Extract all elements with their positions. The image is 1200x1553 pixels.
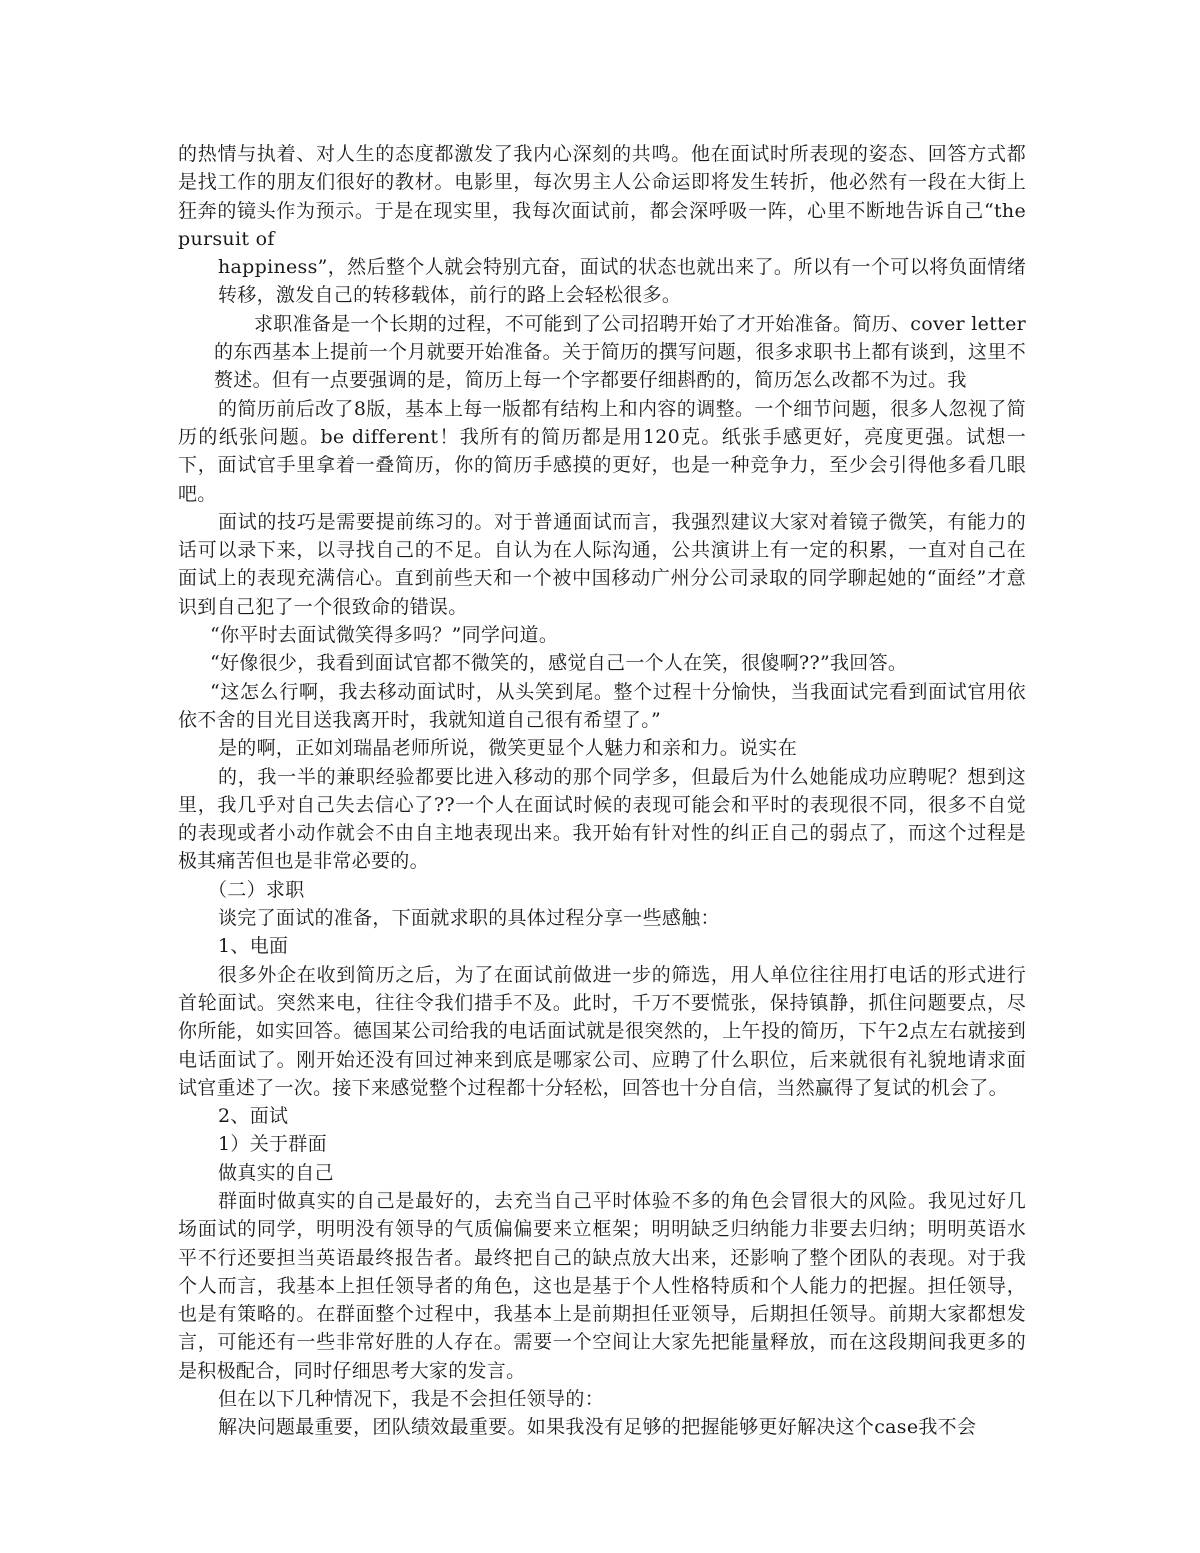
subsection-heading: 做真实的自己: [218, 1161, 334, 1184]
paragraph: 求职准备是一个长期的过程，不可能到了公司招聘开始了才开始准备。简历、cover letter的东西基本上提前一个月就要开始准备。关于简历的撰写问题，很多求职书上都有谈到，这里不赘述。但有一点要强调的是，简历上每一个字都要仔细斟酌的，简历怎么改都不为过。我: [214, 312, 1026, 392]
paragraph: 群面时做真实的自己是最好的，去充当自己平时体验不多的角色会冒很大的风险。我见过好几场面试的同学，明明没有领导的气质偏偏要来立框架；明明缺乏归纳能力非要去归纳；明明英语水平不行还要担当英语最终报告者。最终把自己的缺点放大出来，还影响了整个团队的表现。对于我个人而言，我基本上担任领导者的角色，这也是基于个人性格特质和个人能力的把握。担任领导，也是有策略的。在群面整个过程中，我基本上是前期担任亚领导，后期担任领导。前期大家都想发言，可能还有一些非常好胜的人存在。需要一个空间让大家先把能量释放，而在这段期间我更多的是积极配合，同时仔细思考大家的发言。: [178, 1189, 1026, 1382]
paragraph: happiness”，然后整个人就会特别亢奋，面试的状态也就出来了。所以有一个可以将负面情绪转移，激发自己的转移载体，前行的路上会轻松很多。: [218, 256, 1026, 307]
document-body: [178, 140, 1026, 1442]
paragraph: 的热情与执着、对人生的态度都激发了我内心深刻的共鸣。他在面试时所表现的姿态、回答方式都是找工作的朋友们很好的教材。电影里，每次男主人公命运即将发生转折，他必然有一段在大街上狂奔的镜头作为预示。于是在现实里，我每次面试前，都会深呼吸一阵，心里不断地告诉自己“the pursuit of: [178, 143, 1026, 250]
paragraph: 但在以下几种情况下，我是不会担任领导的：: [218, 1388, 605, 1411]
paragraph: “这怎么行啊，我去移动面试时，从头笑到尾。整个过程十分愉快，当我面试完看到面试官用依依不舍的目光目送我离开时，我就知道自己很有希望了。”: [178, 680, 1026, 731]
paragraph: 面试的技巧是需要提前练习的。对于普通面试而言，我强烈建议大家对着镜子微笑，有能力的话可以录下来，以寻找自己的不足。自认为在人际沟通，公共演讲上有一定的积累，一直对自己在面试上的表现充满信心。直到前些天和一个被中国移动广州分公司录取的同学聊起她的“面经”才意识到自己犯了一个很致命的错误。: [178, 510, 1026, 618]
paragraph: 的简历前后改了8版，基本上每一版都有结构上和内容的调整。一个细节问题，很多人忽视了简历的纸张问题。be different！我所有的简历都是用120克。纸张手感更好，亮度更强。试想一下，面试官手里拿着一叠简历，你的简历手感摸的更好，也是一种竞争力，至少会引得他多看几眼吧。: [178, 397, 1026, 505]
section-heading: （二）求职: [208, 878, 305, 901]
paragraph: 解决问题最重要，团队绩效最重要。如果我没有足够的把握能够更好解决这个case我不会: [218, 1416, 977, 1439]
paragraph: 很多外企在收到简历之后，为了在面试前做进一步的筛选，用人单位往往用打电话的形式进行首轮面试。突然来电，往往令我们措手不及。此时，千万不要慌张，保持镇静，抓住问题要点，尽你所能，如实回答。德国某公司给我的电话面试就是很突然的，上午投的简历，下午2点左右就接到电话面试了。刚开始还没有回过神来到底是哪家公司、应聘了什么职位，后来就很有礼貌地请求面试官重述了一次。接下来感觉整个过程都十分轻松，回答也十分自信，当然赢得了复试的机会了。: [178, 963, 1026, 1099]
paragraph: 谈完了面试的准备，下面就求职的具体过程分享一些感触：: [218, 907, 720, 930]
subsection-heading: 1、电面: [218, 935, 289, 958]
paragraph: “你平时去面试微笑得多吗？”同学问道。: [210, 624, 559, 647]
paragraph: “好像很少，我看到面试官都不微笑的，感觉自己一个人在笑，很傻啊??”我回答。: [210, 652, 908, 675]
subsection-heading: 1）关于群面: [218, 1133, 327, 1156]
paragraph: 是的啊，正如刘瑞晶老师所说，微笑更显个人魅力和亲和力。说实在: [218, 737, 798, 760]
subsection-heading: 2、面试: [218, 1105, 289, 1128]
paragraph: 的，我一半的兼职经验都要比进入移动的那个同学多，但最后为什么她能成功应聘呢？想到这里，我几乎对自己失去信心了??一个人在面试时候的表现可能会和平时的表现很不同，很多不自觉的表现或者小动作就会不由自主地表现出来。我开始有针对性的纠正自己的弱点了，而这个过程是极其痛苦但也是非常必要的。: [178, 765, 1026, 873]
